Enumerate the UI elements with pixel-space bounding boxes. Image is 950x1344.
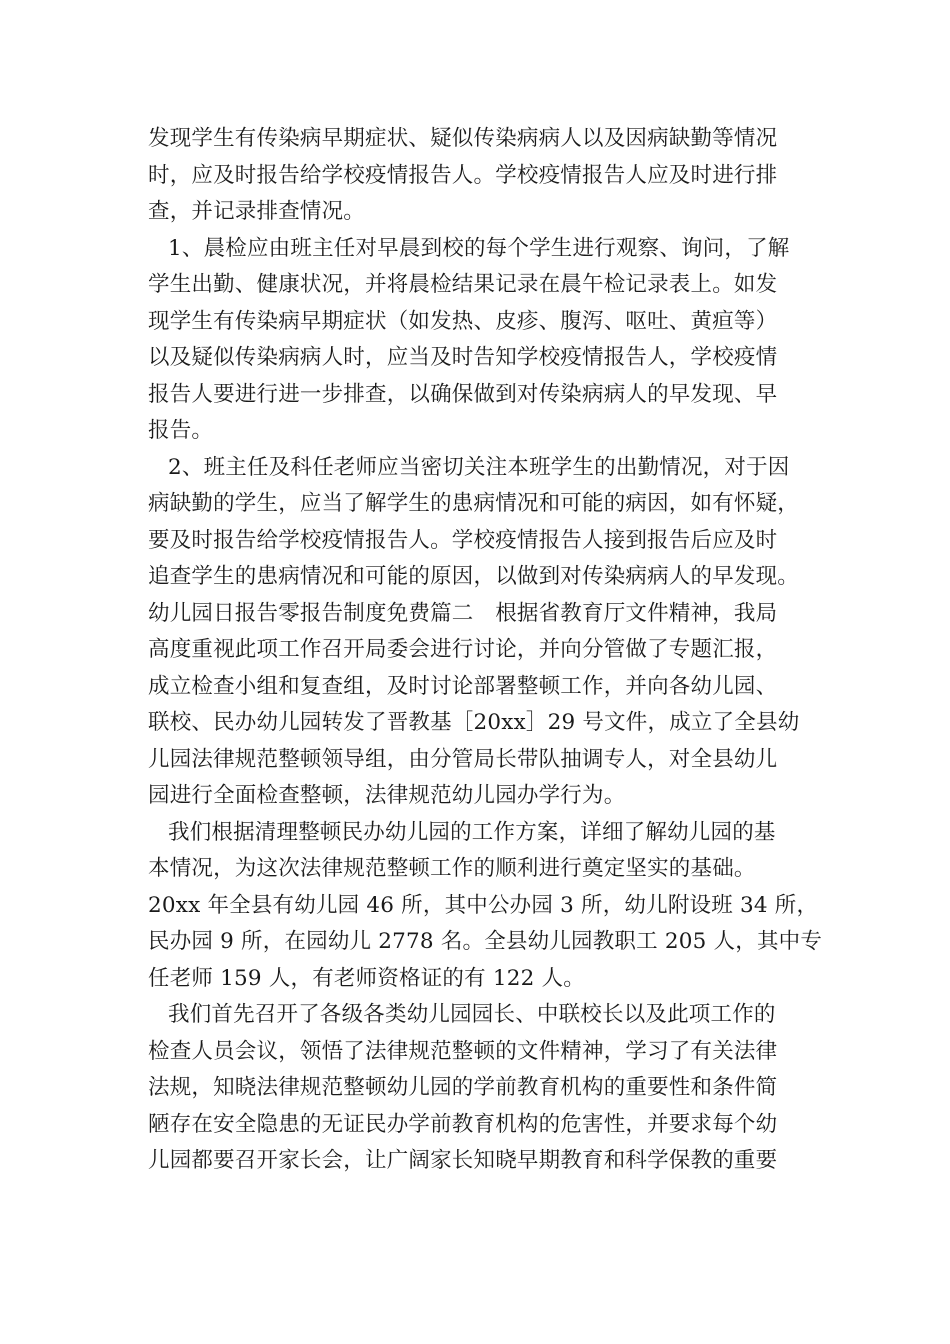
text-line: 联校、民办幼儿园转发了晋教基［20xx］29 号文件，成立了全县幼 (148, 710, 800, 735)
text-line: 查，并记录排查情况。 (148, 199, 366, 224)
paragraph-first-line: 2、班主任及科任老师应当密切关注本班学生的出勤情况，对于因 (168, 454, 790, 480)
text-line: 园进行全面检查整顿，法律规范幼儿园办学行为。 (148, 783, 626, 808)
text-line: 发现学生有传染病早期症状、疑似传染病病人以及因病缺勤等情况 (148, 126, 778, 151)
text-line: 病缺勤的学生，应当了解学生的患病情况和可能的病因，如有怀疑， (148, 491, 800, 516)
paragraph-first-line: 我们首先召开了各级各类幼儿园园长、中联校长以及此项工作的 (168, 1002, 776, 1027)
text-line: 报告人要进行进一步排查，以确保做到对传染病病人的早发现、早 (148, 381, 778, 407)
text-line: 陋存在安全隐患的无证民办学前教育机构的危害性，并要求每个幼 (148, 1111, 778, 1137)
text-line: 儿园都要召开家长会，让广阔家长知晓早期教育和科学保教的重要 (148, 1148, 778, 1173)
text-line: 检查人员会议，领悟了法律规范整顿的文件精神，学习了有关法律 (148, 1038, 778, 1064)
text-line: 本情况，为这次法律规范整顿工作的顺利进行奠定坚实的基础。 (148, 856, 756, 881)
paragraph-first-line: 1、晨检应由班主任对早晨到校的每个学生进行观察、询问，了解 (168, 235, 790, 261)
text-line: 民办园 9 所，在园幼儿 2778 名。全县幼儿园教职工 205 人，其中专 (148, 929, 823, 954)
paragraph-first-line: 我们根据清理整顿民办幼儿园的工作方案，详细了解幼儿园的基 (168, 819, 776, 845)
text-line: 以及疑似传染病病人时，应当及时告知学校疫情报告人，学校疫情 (148, 345, 778, 370)
text-line: 报告。 (148, 418, 214, 443)
text-line: 20xx 年全县有幼儿园 46 所，其中公办园 3 所，幼儿附设班 34 所， (148, 892, 819, 918)
text-line: 幼儿园日报告零报告制度免费篇二 根据省教育厅文件精神，我局 (148, 600, 778, 626)
document-body (148, 121, 823, 1180)
text-line: 成立检查小组和复查组，及时讨论部署整顿工作，并向各幼儿园、 (148, 673, 778, 699)
text-line: 任老师 159 人，有老师资格证的有 122 人。 (148, 965, 585, 991)
text-line: 儿园法律规范整顿领导组，由分管局长带队抽调专人，对全县幼儿 (148, 746, 778, 772)
text-line: 要及时报告给学校疫情报告人。学校疫情报告人接到报告后应及时 (148, 527, 778, 553)
text-line: 高度重视此项工作召开局委会进行讨论，并向分管做了专题汇报， (148, 637, 778, 662)
text-line: 法规，知晓法律规范整顿幼儿园的学前教育机构的重要性和条件简 (148, 1075, 778, 1100)
text-line: 追查学生的患病情况和可能的原因，以做到对传染病病人的早发现。 (148, 564, 800, 589)
text-line: 现学生有传染病早期症状（如发热、皮疹、腹泻、呕吐、黄疸等） (148, 308, 778, 334)
text-line: 学生出勤、健康状况，并将晨检结果记录在晨午检记录表上。如发 (148, 272, 778, 297)
text-line: 时，应及时报告给学校疫情报告人。学校疫情报告人应及时进行排 (148, 162, 778, 188)
